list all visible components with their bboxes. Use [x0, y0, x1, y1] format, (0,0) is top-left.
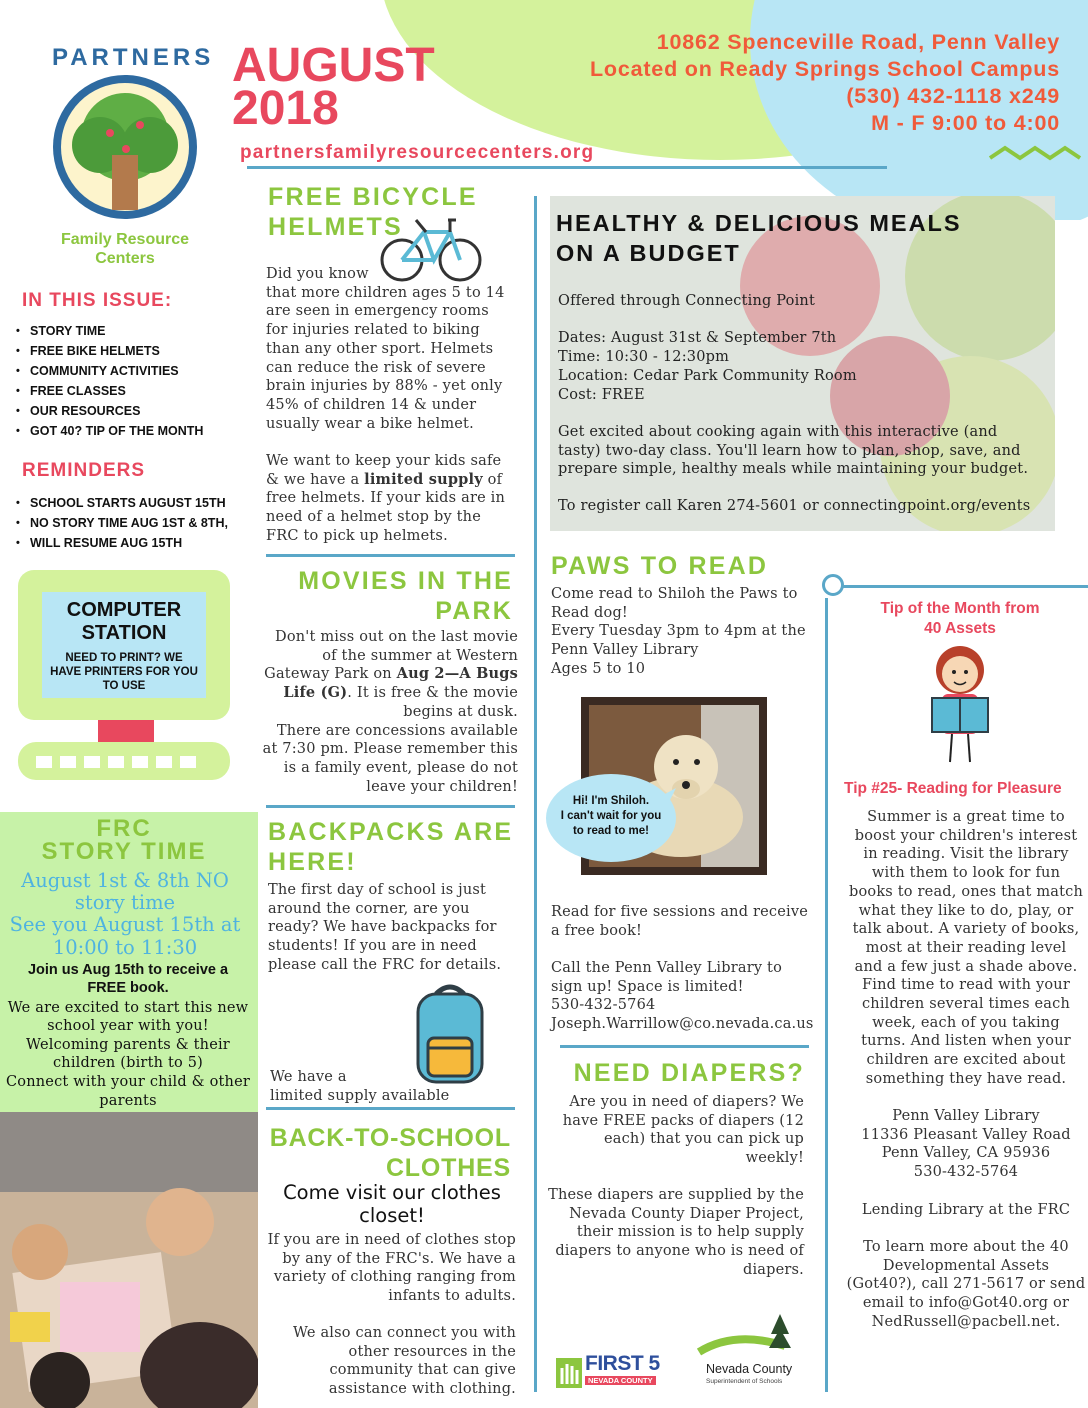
computer-title-2: STATION — [81, 622, 167, 644]
meals-offered: Offered through Connecting Point — [558, 293, 815, 309]
meals-register: To register call Karen 274-5601 or connectingpoint.org/events — [558, 498, 1031, 514]
helmets-paragraph-1 — [266, 265, 511, 433]
helmets-line: brain injuries by 88% - yet only — [266, 378, 503, 395]
helmets-title-1: FREE BICYCLE — [268, 183, 478, 211]
paws-after-2: a free book! — [551, 923, 643, 939]
clothes-title-2: CLOTHES — [385, 1154, 511, 1182]
meals-time: Time: 10:30 - 12:30pm — [558, 349, 730, 365]
bubble-line-3: to read to me! — [572, 825, 650, 837]
helmets-line: can reduce the risk of severe — [266, 359, 486, 376]
header-rule — [247, 166, 887, 169]
helmets-line: are seen in emergency rooms — [266, 303, 489, 320]
movie-date-emphasis: Aug 2—A Bugs — [396, 665, 518, 683]
movies-line — [262, 684, 518, 703]
story-blue-4: 10:00 to 11:30 — [52, 936, 198, 959]
movie-rating-emphasis: Life (G) — [283, 684, 348, 702]
clothes-title-1: BACK-TO-SCHOOL — [269, 1124, 511, 1152]
divider — [560, 1045, 809, 1048]
computer-stand — [98, 720, 154, 742]
tip-line: turns. And listen when your — [861, 1033, 1071, 1050]
diapers-paragraph-2 — [548, 1186, 804, 1280]
helmets-line: that more children ages 5 to 14 — [266, 284, 505, 301]
paws-call-2: sign up! Space is limited! — [551, 979, 744, 995]
story-text-2: school year with you! — [47, 1018, 209, 1034]
clothes-subtitle-2: closet! — [359, 1204, 425, 1227]
meals-desc-1: Get excited about cooking again with this interactive (and — [558, 424, 998, 440]
story-text-5: Connect with your child & other — [5, 1074, 250, 1090]
backpacks-supply-1: We have a — [270, 1069, 347, 1085]
learn-line: NedRussell@pacbell.net. — [871, 1313, 1061, 1330]
tip-title-2: 40 Assets — [924, 620, 996, 637]
tip-line: something they have read. — [865, 1070, 1067, 1087]
logo-line-2: Centers — [95, 250, 155, 267]
lending-library: Lending Library at the FRC — [861, 1202, 1071, 1218]
helmets-line: for injuries related to biking — [266, 322, 480, 339]
story-text-3: Welcoming parents & their — [26, 1037, 230, 1053]
movies-line: of the summer at Western — [322, 647, 518, 664]
movies-title-1: MOVIES IN THE — [298, 567, 513, 595]
phone-number: (530) 432-1118 x249 — [846, 84, 1060, 108]
clothes-line: variety of clothing ranging from — [273, 1269, 516, 1286]
helmets-line: Did you know — [266, 266, 369, 282]
reminders-list — [16, 493, 241, 553]
in-this-issue-title: IN THIS ISSUE: — [22, 290, 173, 311]
backpacks-title-1: BACKPACKS ARE — [268, 818, 514, 846]
backpacks-line: please call the FRC for details. — [268, 956, 502, 973]
story-text-4: children (birth to 5) — [52, 1055, 203, 1071]
meals-dates: Dates: August 31st & September 7th — [558, 330, 837, 346]
backpacks-line: The first day of school is just — [268, 882, 487, 898]
list-item: • FREE BIKE HELMETS — [16, 341, 236, 361]
paws-line: Every Tuesday 3pm to 4pm at the — [551, 623, 806, 640]
meals-desc-3: prepare simple, healthy meals while maintaining your budget. — [558, 461, 1029, 477]
diapers-paragraph-1 — [548, 1093, 804, 1168]
tip-line: Find time to read with your — [862, 977, 1070, 994]
address-line: 11336 Pleasant Valley Road — [861, 1126, 1071, 1143]
learn-more — [845, 1238, 1087, 1332]
helmets-title-2: HELMETS — [268, 213, 403, 241]
clothes-line: If you are in need of clothes stop — [267, 1232, 516, 1248]
learn-line: To learn more about the 40 — [863, 1239, 1069, 1255]
divider — [266, 1107, 515, 1110]
helmets-line: We want to keep your kids safe — [266, 453, 502, 469]
story-blue-1: August 1st & 8th NO — [21, 869, 229, 892]
paws-line: Read dog! — [551, 604, 628, 621]
diapers-title: NEED DIAPERS? — [573, 1059, 805, 1087]
list-item: • STORY TIME — [16, 321, 236, 341]
meals-location: Location: Cedar Park Community Room — [558, 368, 857, 384]
computer-text: NEED TO PRINT? WE HAVE PRINTERS FOR YOU TO USE — [50, 652, 198, 692]
clothes-line: other resources in the — [348, 1343, 516, 1360]
movies-line: at 7:30 pm. Please remember this — [262, 741, 518, 758]
movies-line: begins at dusk. — [403, 703, 518, 720]
divider — [266, 805, 515, 808]
helmets-line: usually wear a bike helmet. — [266, 415, 474, 432]
backpacks-text — [268, 881, 513, 975]
story-text-6: parents — [99, 1093, 157, 1109]
movies-line: is a family event, please do not — [283, 759, 518, 776]
clothes-line: by any of the FRC's. We have a — [282, 1250, 516, 1267]
helmets-line: need of a helmet stop by the — [266, 509, 481, 526]
paws-call-1: Call the Penn Valley Library to — [551, 960, 783, 976]
nevada-county-subtext: Superintendent of Schools — [706, 1378, 783, 1385]
tip-line: in reading. Visit the library — [863, 846, 1069, 863]
helmets-paragraph-2 — [266, 452, 511, 546]
in-this-issue-list — [16, 321, 236, 441]
list-item: • OUR RESOURCES — [16, 401, 236, 421]
movies-line: leave your children! — [366, 778, 518, 795]
clothes-line: infants to adults. — [388, 1288, 516, 1305]
tip-line: books to read, ones that match — [848, 883, 1084, 900]
movies-title-2: PARK — [435, 597, 513, 625]
logo-line-1: Family Resource — [60, 231, 190, 248]
partners-logo — [30, 45, 220, 235]
learn-line: Developmental Assets — [882, 1257, 1050, 1274]
helmets-line: 45% of children 14 & under — [266, 396, 477, 413]
logo-arc-text: PARTNERS — [52, 44, 215, 71]
address-line: Penn Valley, CA 95936 — [881, 1145, 1051, 1162]
backpacks-line: ready? We have backpacks for — [268, 919, 497, 936]
backpacks-line: students! If you are in need — [268, 938, 477, 955]
diapers-line: Are you in need of diapers? We — [569, 1094, 804, 1110]
clothes-line: assistance with clothing. — [328, 1381, 516, 1398]
address-line-1: 10862 Spenceville Road, Penn Valley — [656, 30, 1060, 54]
divider — [266, 554, 515, 557]
list-item: • WILL RESUME AUG 15TH — [16, 533, 241, 553]
nevada-county-logo-icon — [695, 1312, 805, 1362]
story-join-2: FREE book. — [87, 980, 169, 996]
address-line-2: Located on Ready Springs School Campus — [589, 57, 1060, 81]
text-run: of — [482, 471, 503, 488]
keyboard-keys — [18, 742, 230, 780]
paws-text — [551, 585, 811, 679]
meals-desc-2: tasty) two-day class. You'll learn how to plan, shop, save, and — [558, 443, 1021, 459]
issue-year: 2018 — [232, 82, 339, 135]
movies-line: Don't miss out on the last movie — [275, 629, 518, 645]
tip-paragraph — [845, 808, 1087, 1089]
tip-title-1: Tip of the Month from — [880, 600, 1040, 617]
diapers-line: each) that you can pick up — [603, 1131, 804, 1148]
text-run: & we have a — [266, 471, 365, 488]
clothes-subtitle-1: Come visit our clothes — [283, 1181, 501, 1204]
clothes-line: We also can connect you with — [292, 1325, 516, 1341]
computer-title-1: COMPUTER — [66, 599, 182, 621]
tip-vertical-rule — [825, 598, 828, 1392]
story-join-1: Join us Aug 15th to receive a — [27, 962, 229, 978]
meals-title-1: HEALTHY & DELICIOUS MEALS — [556, 210, 962, 236]
bubble-line-2: I can't wait for you — [560, 810, 662, 822]
library-email-link[interactable]: Joseph.Warrillow@co.nevada.ca.us — [551, 1016, 814, 1032]
address-line: Penn Valley Library — [892, 1108, 1040, 1124]
text-run: Gateway Park on — [264, 666, 397, 683]
text-run: . It is free & the movie — [347, 685, 518, 702]
diapers-line: These diapers are supplied by the — [548, 1187, 804, 1203]
clothes-paragraph-1 — [262, 1231, 516, 1306]
story-text-1: We are excited to start this new — [7, 1000, 249, 1016]
list-item: • GOT 40? TIP OF THE MONTH — [16, 421, 236, 441]
tip-line: talk about. A variety of books, — [852, 921, 1080, 938]
helmets-line: than any other sport. Helmets — [266, 340, 494, 357]
tip-rule-circle — [822, 574, 844, 596]
movies-line — [262, 665, 518, 684]
helmets-line: free helmets. If your kids are in — [266, 490, 506, 507]
story-time-title-2: STORY TIME — [41, 838, 207, 865]
first5-county-text: NEVADA COUNTY — [585, 1376, 656, 1385]
paws-line: Penn Valley Library — [551, 642, 699, 659]
children-reading-photo — [0, 1112, 258, 1408]
tip-line: children several times each — [861, 996, 1071, 1013]
paws-after-1: Read for five sessions and receive — [551, 904, 809, 920]
reminders-title: REMINDERS — [22, 460, 146, 481]
tip-line: Summer is a great time to — [867, 809, 1065, 825]
paws-line: Ages 5 to 10 — [551, 660, 646, 677]
backpacks-line: around the corner, are you — [268, 900, 470, 917]
backpacks-supply-2: limited supply available — [270, 1088, 450, 1104]
backpack-icon — [410, 982, 490, 1086]
diapers-line: have FREE packs of diapers (12 — [562, 1112, 804, 1129]
list-item: • NO STORY TIME AUG 1ST & 8TH, — [16, 513, 241, 533]
diapers-line: their mission is to help supply — [576, 1224, 804, 1241]
story-time-title-1: FRC — [96, 815, 152, 842]
bubble-line-1: Hi! I'm Shiloh. — [572, 795, 650, 807]
paws-line: Come read to Shiloh the Paws to — [551, 586, 798, 602]
clothes-line: community that can give — [329, 1362, 516, 1379]
list-item: • SCHOOL STARTS AUGUST 15TH — [16, 493, 241, 513]
learn-line: (Got40?), call 271-5617 or send — [846, 1276, 1086, 1293]
list-item: • FREE CLASSES — [16, 381, 236, 401]
learn-line: email to info@Got40.org or — [862, 1295, 1070, 1312]
tip-line: what they like to do, play, or — [858, 902, 1074, 919]
list-item: • COMMUNITY ACTIVITIES — [16, 361, 236, 381]
clothes-paragraph-2 — [262, 1324, 516, 1399]
tip-line: boost your children's interest — [854, 827, 1078, 844]
diapers-line: diapers. — [742, 1261, 804, 1278]
diapers-line: weekly! — [745, 1150, 804, 1167]
backpacks-title-2: HERE! — [268, 848, 357, 876]
tip-line: with them to look for fun — [871, 865, 1061, 882]
column-divider — [534, 196, 537, 1392]
tip-line: week, each of you taking — [872, 1014, 1060, 1031]
paws-call-3: 530-432-5764 — [551, 997, 656, 1013]
paws-title: PAWS TO READ — [551, 552, 769, 580]
tip-line: children are excited about — [866, 1052, 1066, 1069]
nevada-county-text: Nevada County — [706, 1362, 793, 1376]
girl-reading-icon — [918, 642, 1002, 768]
issue-month: AUGUST — [232, 39, 435, 92]
story-blue-3: See you August 15th at — [9, 913, 241, 936]
tip-line: and a few just a shade above. — [854, 958, 1078, 975]
meals-cost: Cost: FREE — [558, 387, 645, 403]
story-blue-2: story time — [74, 891, 176, 914]
movies-line: There are concessions available — [276, 722, 518, 739]
first5-logo-text: FIRST 5 — [585, 1352, 660, 1375]
first5-hand-icon — [554, 1354, 584, 1390]
tip-rule — [837, 585, 1088, 588]
office-hours: M - F 9:00 to 4:00 — [871, 111, 1060, 135]
meals-title-2: ON A BUDGET — [556, 240, 741, 266]
address-line: 530-432-5764 — [913, 1164, 1019, 1181]
diapers-line: Nevada County Diaper Project, — [569, 1205, 804, 1222]
helmets-line: FRC to pick up helmets. — [266, 527, 448, 544]
movies-text — [262, 628, 518, 796]
tip-subtitle: Tip #25- Reading for Pleasure — [844, 780, 1062, 797]
helmets-line — [266, 471, 511, 490]
website-link[interactable]: partnersfamilyresourcecenters.org — [240, 142, 595, 163]
library-address — [845, 1107, 1087, 1182]
tip-line: most at their reading level — [865, 939, 1067, 956]
diapers-line: diapers to anyone who is need of — [555, 1243, 804, 1260]
limited-supply-emphasis: limited supply — [364, 470, 483, 488]
